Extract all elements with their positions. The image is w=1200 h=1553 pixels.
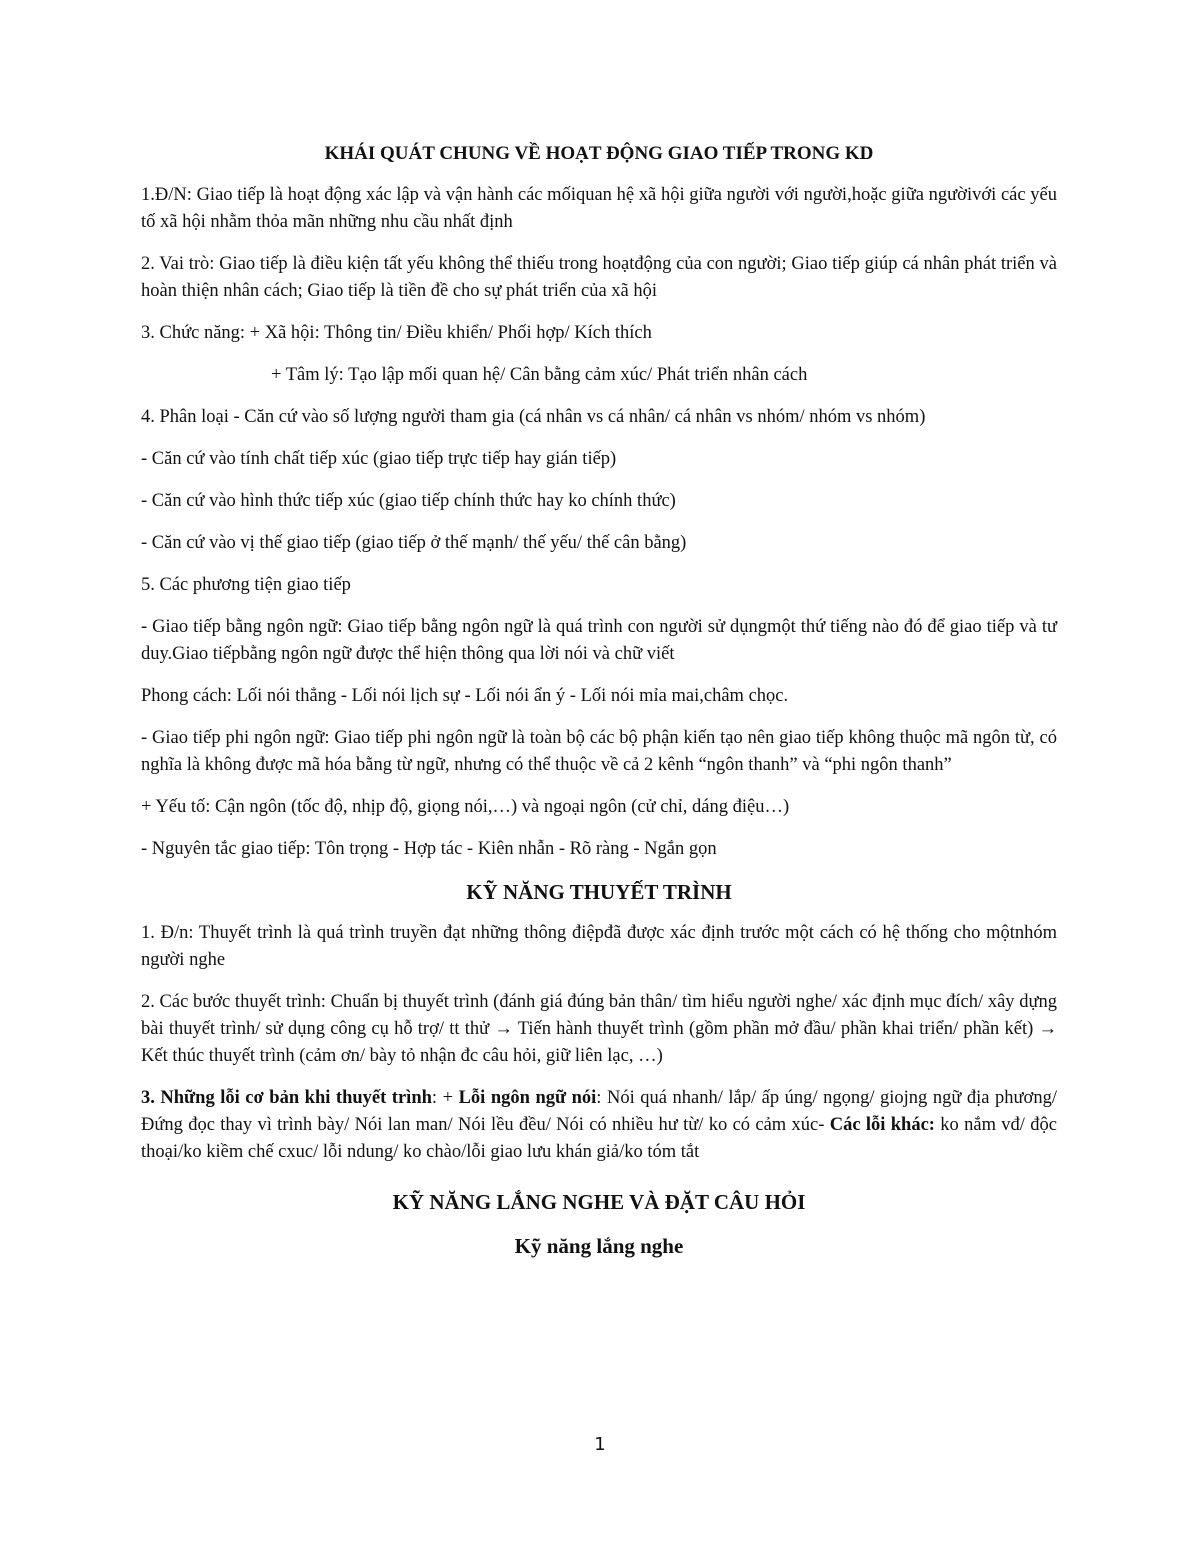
subsection-title-listening: Kỹ năng lắng nghe [514,1234,684,1258]
paragraph-role: 2. Vai trò: Giao tiếp là điều kiện tất yếu không thể thiếu trong hoạtđộng của con người; Giao tiếp giúp cá nhân phát triển và hoàn thiện nhân cách; Giao tiếp là tiền đề cho sự phát triển của xã hội [141,254,1057,301]
paragraph-classification-form: - Căn cứ vào hình thức tiếp xúc (giao tiếp chính thức hay ko chính thức) [141,491,676,511]
paragraph-classification-nature: - Căn cứ vào tính chất tiếp xúc (giao tiếp trực tiếp hay gián tiếp) [141,449,617,469]
paragraph-definition: 1.Đ/N: Giao tiếp là hoạt động xác lập và vận hành các mốiquan hệ xã hội giữa người với người,hoặc giữa ngườivới các yếu tố xã hội nhằm thỏa mãn những nhu cầu nhất định [141,185,1057,232]
paragraph-classification-position: - Căn cứ vào vị thế giao tiếp (giao tiếp ở thế mạnh/ thế yếu/ thế cân bằng) [141,533,687,553]
paragraph-principles: - Nguyên tắc giao tiếp: Tôn trọng - Hợp tác - Kiên nhẫn - Rõ ràng - Ngắn gọn [141,839,717,859]
paragraph-classification: 4. Phân loại - Căn cứ vào số lượng người tham gia (cá nhân vs cá nhân/ cá nhân vs nhóm/ nhóm vs nhóm) [141,407,926,427]
section-title-communication: KHÁI QUÁT CHUNG VỀ HOẠT ĐỘNG GIAO TIẾP TRONG KD [324,143,874,164]
paragraph-presentation-definition: 1. Đ/n: Thuyết trình là quá trình truyền đạt những thông điệpđã được xác định trước một cách có hệ thống cho mộtnhóm người nghe [141,923,1057,970]
page-number: 1 [594,1434,606,1455]
errors-text-2: : Nói quá nhanh/ lắp/ ấp úng/ ngọng/ giojng ngữ địa phương/ Đứng đọc thay vì trình bày/ Nói lan man/ Nói lều đều/ Nói có nhiều hư từ/ ko có cảm xúc- [141,1088,1057,1135]
errors-spoken-label: Lỗi ngôn ngữ nói [458,1088,597,1108]
section-title-listening: KỸ NĂNG LẮNG NGHE VÀ ĐẶT CÂU HỎI [392,1190,806,1214]
errors-text-1: : + [431,1088,459,1108]
document-body [141,140,1057,1274]
errors-heading: 3. Những lỗi cơ bản khi thuyết trình [141,1088,432,1108]
paragraph-nonverbal: - Giao tiếp phi ngôn ngữ: Giao tiếp phi ngôn ngữ là toàn bộ các bộ phận kiến tạo nên giao tiếp không thuộc mã ngôn từ, có nghĩa là không được mã hóa bằng từ ngữ, nhưng có thể thuộc về cả 2 kênh “ngôn thanh” và “phi ngôn thanh” [141,728,1057,775]
errors-other-label: Các lỗi khác: [829,1115,935,1135]
paragraph-factors: + Yếu tố: Cận ngôn (tốc độ, nhịp độ, giọng nói,…) và ngoại ngôn (cử chỉ, dáng điệu…) [141,797,790,817]
paragraph-presentation-errors [141,1085,1057,1166]
paragraph-presentation-steps: 2. Các bước thuyết trình: Chuẩn bị thuyết trình (đánh giá đúng bản thân/ tìm hiểu người nghe/ xác định mục đích/ xây dựng bài thuyết trình/ sử dụng công cụ hỗ trợ/ tt thử → Tiến hành thuyết trình (gồm phần mở đầu/ phần khai triển/ phần kết) → Kết thúc thuyết trình (cảm ơn/ bày tỏ nhận đc câu hỏi, giữ liên lạc, …) [141,992,1057,1066]
paragraph-functions-psychology: + Tâm lý: Tạo lập mối quan hệ/ Cân bằng cảm xúc/ Phát triển nhân cách [271,365,808,385]
errors-text-3: ko nắm vđ/ độc thoại/ko kiềm chế cxuc/ lỗi ndung/ ko chào/lỗi giao lưu khán giả/ko tóm tắt [141,1115,1057,1162]
paragraph-functions: 3. Chức năng: + Xã hội: Thông tin/ Điều khiển/ Phối hợp/ Kích thích [141,323,652,343]
paragraph-means: 5. Các phương tiện giao tiếp [141,575,351,595]
paragraph-style: Phong cách: Lối nói thẳng - Lối nói lịch sự - Lối nói ẩn ý - Lối nói mỉa mai,châm chọc. [141,686,789,706]
section-title-presentation: KỸ NĂNG THUYẾT TRÌNH [466,880,732,904]
paragraph-verbal: - Giao tiếp bằng ngôn ngữ: Giao tiếp bằng ngôn ngữ là quá trình con người sử dụngmột thứ tiếng nào đó để giao tiếp và tư duy.Giao tiếpbằng ngôn ngữ được thể hiện thông qua lời nói và chữ viết [141,617,1057,664]
